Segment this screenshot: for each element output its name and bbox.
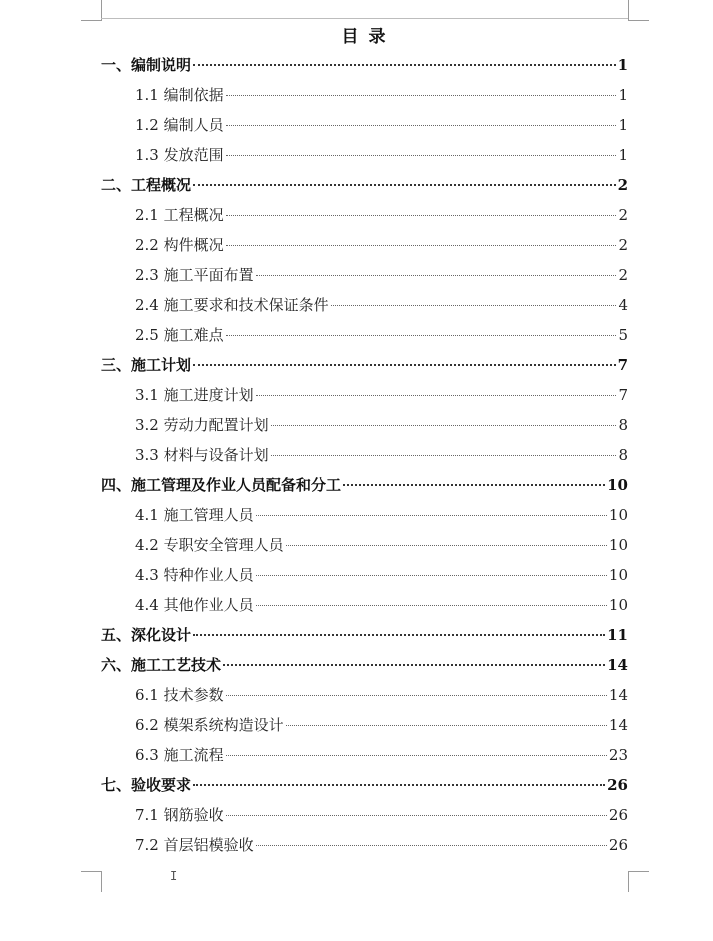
toc-entry-page-number: 10 [608, 536, 628, 554]
page-corner-mark-top-left [81, 0, 102, 21]
toc-chapter-entry[interactable] [101, 650, 628, 680]
toc-entry-label: 五、深化设计 [101, 626, 192, 644]
toc-entry-label: 6.3 施工流程 [135, 746, 224, 764]
toc-section-entry[interactable] [101, 290, 628, 320]
toc-entry-page-number: 10 [608, 596, 628, 614]
toc-dot-leader [226, 215, 617, 216]
toc-entry-label: 6.2 模架系统构造设计 [135, 716, 284, 734]
toc-dot-leader [193, 634, 605, 636]
toc-entry-page-number: 4 [618, 296, 628, 314]
toc-chapter-entry[interactable] [101, 620, 628, 650]
toc-entry-page-number: 10 [608, 566, 628, 584]
toc-entry-page-number: 1 [618, 146, 628, 164]
toc-chapter-entry[interactable] [101, 770, 628, 800]
toc-entry-label: 二、工程概况 [101, 176, 192, 194]
toc-entry-label: 7.1 钢筋验收 [135, 806, 224, 824]
toc-dot-leader [256, 575, 607, 576]
toc-section-entry[interactable] [101, 590, 628, 620]
toc-entry-page-number: 1 [618, 116, 628, 134]
toc-dot-leader [226, 815, 607, 816]
toc-dot-leader [226, 155, 617, 156]
toc-section-entry[interactable] [101, 260, 628, 290]
toc-entry-label: 6.1 技术参数 [135, 686, 224, 704]
toc-entry-label: 七、验收要求 [101, 776, 192, 794]
toc-section-entry[interactable] [101, 800, 628, 830]
toc-section-entry[interactable] [101, 200, 628, 230]
toc-dot-leader [226, 125, 617, 126]
toc-entry-label: 四、施工管理及作业人员配备和分工 [101, 476, 342, 494]
page-corner-mark-bottom-left [81, 871, 102, 892]
toc-entry-page-number: 14 [608, 716, 628, 734]
toc-entry-label: 六、施工工艺技术 [101, 656, 222, 674]
toc-entry-label: 2.5 施工难点 [135, 326, 224, 344]
toc-dot-leader [226, 755, 607, 756]
toc-section-entry[interactable] [101, 80, 628, 110]
toc-chapter-entry[interactable] [101, 470, 628, 500]
toc-dot-leader [271, 425, 617, 426]
toc-entry-page-number: 10 [607, 476, 628, 494]
toc-entry-page-number: 2 [618, 266, 628, 284]
toc-entry-page-number: 14 [607, 656, 628, 674]
toc-entry-label: 三、施工计划 [101, 356, 192, 374]
toc-chapter-entry[interactable] [101, 170, 628, 200]
toc-section-entry[interactable] [101, 830, 628, 860]
toc-dot-leader [271, 455, 617, 456]
toc-entry-page-number: 5 [618, 326, 628, 344]
toc-entry-page-number: 26 [608, 836, 628, 854]
toc-entry-page-number: 8 [618, 446, 628, 464]
table-of-contents [101, 50, 628, 860]
toc-dot-leader [256, 395, 617, 396]
toc-section-entry[interactable] [101, 140, 628, 170]
toc-section-entry[interactable] [101, 380, 628, 410]
toc-entry-label: 2.3 施工平面布置 [135, 266, 254, 284]
toc-section-entry[interactable] [101, 530, 628, 560]
text-cursor-icon: I [170, 869, 178, 883]
header-rule [101, 18, 628, 19]
toc-title: 目 录 [341, 27, 388, 47]
toc-entry-label: 2.2 构件概况 [135, 236, 224, 254]
toc-section-entry[interactable] [101, 680, 628, 710]
toc-dot-leader [193, 64, 616, 66]
toc-dot-leader [193, 784, 605, 786]
toc-section-entry[interactable] [101, 500, 628, 530]
toc-dot-leader [256, 275, 617, 276]
toc-entry-page-number: 14 [608, 686, 628, 704]
toc-entry-label: 1.1 编制依据 [135, 86, 224, 104]
toc-dot-leader [226, 695, 607, 696]
toc-chapter-entry[interactable] [101, 350, 628, 380]
toc-dot-leader [226, 245, 617, 246]
toc-entry-page-number: 2 [618, 206, 628, 224]
toc-entry-label: 2.4 施工要求和技术保证条件 [135, 296, 329, 314]
page-corner-mark-top-right [628, 0, 649, 21]
toc-entry-page-number: 10 [608, 506, 628, 524]
toc-section-entry[interactable] [101, 440, 628, 470]
toc-entry-label: 一、编制说明 [101, 56, 192, 74]
toc-dot-leader [226, 95, 617, 96]
toc-entry-label: 4.2 专职安全管理人员 [135, 536, 284, 554]
toc-section-entry[interactable] [101, 710, 628, 740]
toc-section-entry[interactable] [101, 410, 628, 440]
toc-entry-page-number: 2 [618, 236, 628, 254]
toc-dot-leader [286, 545, 607, 546]
toc-entry-page-number: 8 [618, 416, 628, 434]
toc-dot-leader [331, 305, 617, 306]
toc-entry-page-number: 2 [617, 176, 628, 194]
toc-entry-label: 4.3 特种作业人员 [135, 566, 254, 584]
toc-dot-leader [223, 664, 605, 666]
toc-dot-leader [193, 184, 616, 186]
toc-entry-label: 1.2 编制人员 [135, 116, 224, 134]
toc-section-entry[interactable] [101, 230, 628, 260]
toc-entry-label: 4.4 其他作业人员 [135, 596, 254, 614]
page-corner-mark-bottom-right [628, 871, 649, 892]
toc-entry-label: 7.2 首层铝模验收 [135, 836, 254, 854]
toc-section-entry[interactable] [101, 560, 628, 590]
toc-entry-page-number: 7 [617, 356, 628, 374]
toc-dot-leader [286, 725, 607, 726]
toc-entry-page-number: 26 [607, 776, 628, 794]
toc-dot-leader [343, 484, 605, 486]
toc-entry-page-number: 11 [607, 626, 628, 644]
toc-entry-label: 3.2 劳动力配置计划 [135, 416, 269, 434]
toc-entry-page-number: 1 [617, 56, 628, 74]
toc-entry-page-number: 1 [618, 86, 628, 104]
toc-entry-label: 3.3 材料与设备计划 [135, 446, 269, 464]
toc-entry-page-number: 26 [608, 806, 628, 824]
toc-section-entry[interactable] [101, 320, 628, 350]
toc-entry-label: 1.3 发放范围 [135, 146, 224, 164]
toc-dot-leader [256, 515, 607, 516]
toc-entry-page-number: 23 [608, 746, 628, 764]
toc-entry-label: 2.1 工程概况 [135, 206, 224, 224]
toc-dot-leader [193, 364, 616, 366]
toc-section-entry[interactable] [101, 110, 628, 140]
toc-chapter-entry[interactable] [101, 50, 628, 80]
toc-dot-leader [256, 605, 607, 606]
toc-entry-label: 3.1 施工进度计划 [135, 386, 254, 404]
toc-dot-leader [256, 845, 607, 846]
toc-section-entry[interactable] [101, 740, 628, 770]
toc-entry-page-number: 7 [618, 386, 628, 404]
toc-dot-leader [226, 335, 617, 336]
toc-entry-label: 4.1 施工管理人员 [135, 506, 254, 524]
